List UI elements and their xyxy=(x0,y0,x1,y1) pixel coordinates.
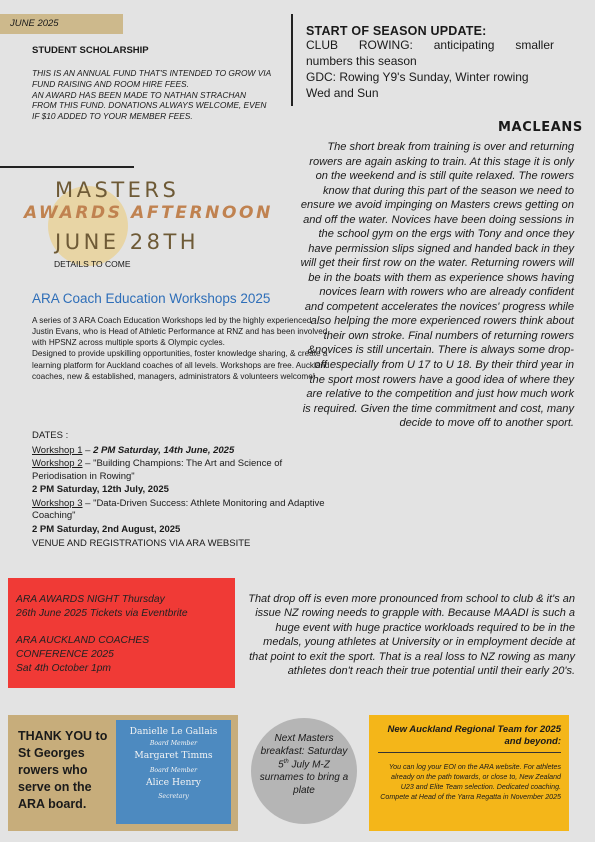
season-update-title: START OF SEASON UPDATE: xyxy=(306,24,487,38)
board-member-name: Danielle Le Gallais xyxy=(129,726,218,737)
workshop-2 xyxy=(32,458,332,483)
board-member-role: Secretary xyxy=(158,793,189,800)
workshop-1-date: 2 PM Saturday, 14th June, 2025 xyxy=(93,444,235,456)
dropoff-body: That drop off is even more pronounced from school to club & it's an issue NZ rowing needs to grapple with. Because MAADI is such a huge event with huge practice workloads required to be in the medals, young athletes at University or in employment decide at that point to exit the sport. That is a real loss to NZ rowing as many athletes don't reach their true potential until their early 20's. xyxy=(248,593,575,678)
details-note: DETAILS TO COME xyxy=(54,259,131,269)
workshops-heading: ARA Coach Education Workshops 2025 xyxy=(32,291,271,306)
workshop-1-label: Workshop 1 xyxy=(32,444,83,456)
conference-date: Sat 4th October 1pm xyxy=(16,663,112,674)
season-update-body xyxy=(306,38,554,102)
dates-label: DATES : xyxy=(32,430,69,441)
breakfast-sup: th xyxy=(283,758,289,765)
workshop-2-label: Workshop 2 xyxy=(32,458,83,470)
macleans-title: MACLEANS xyxy=(498,120,583,135)
board-member-name: Margaret Timms xyxy=(134,750,213,761)
awards-night-line-1: ARA AWARDS NIGHT Thursday xyxy=(16,594,165,605)
awards-afternoon-heading: AWARDS AFTERNOON xyxy=(24,203,273,223)
awards-night-box xyxy=(8,578,235,688)
workshop-2-title: – "Building Champions: The Art and Science of Periodisation in Rowing" xyxy=(32,458,283,482)
breakfast-line-2: July M-Z surnames to bring a plate xyxy=(259,758,349,796)
workshops-intro-para-2: Designed to provide upskilling opportunities, foster knowledge sharing, & create a learning platform for Auckland coaches of all levels. Workshops are free. Auckland coaches, new & established, managers, administrators & volunteers welcome! xyxy=(32,349,330,381)
workshop-1 xyxy=(32,444,332,459)
club-rowing-line-2: numbers this season xyxy=(306,53,417,68)
workshops-intro-para-1: A series of 3 ARA Coach Education Workshops led by the highly experienced Justin Evans, who is Head of Athletic Performance at RNZ and has been involved with HPSNZ across multiple sports & Olympic cycles. xyxy=(32,316,328,348)
workshop-2-date: 2 PM Saturday, 12th July, 2025 xyxy=(32,484,169,496)
event-date-heading: JUNE 28TH xyxy=(55,230,200,254)
workshop-1-sep: – xyxy=(82,444,94,456)
scholarship-title: STUDENT SCHOLARSHIP xyxy=(32,45,149,56)
awards-night-line-2: 26th June 2025 Tickets via Eventbrite xyxy=(16,608,188,619)
gdc-line-2: Wed and Sun xyxy=(306,85,379,100)
scholarship-para-1: THIS IS AN ANNUAL FUND THAT'S INTENDED TO GROW VIA FUND RAISING AND ROOM HIRE FEES. xyxy=(32,68,271,89)
divider xyxy=(0,166,134,168)
workshop-3-label: Workshop 3 xyxy=(32,497,83,509)
vertical-divider xyxy=(291,14,293,106)
scholarship-body xyxy=(32,68,272,122)
thank-you-text: THANK YOU to St Georges rowers who serve on the ARA board. xyxy=(18,729,108,811)
board-members-panel xyxy=(116,720,231,824)
club-rowing-line-1: CLUB ROWING: anticipating smaller xyxy=(306,38,554,52)
gdc-line-1: GDC: Rowing Y9's Sunday, Winter rowing xyxy=(306,69,529,84)
workshop-3-title: – "Data-Driven Success: Athlete Monitoring and Adaptive Coaching" xyxy=(32,497,325,522)
board-member-role: Board Member xyxy=(149,767,198,774)
regional-team-body: You can log your EOI on the ARA website. For athletes already on the path towards, or close to, New Zealand U23 and Elite Team selection. Dedicated coaching. Compete at Head of the Yarra Regatta in November 2025 xyxy=(380,763,561,802)
board-member-role: Board Member xyxy=(149,740,198,747)
masters-heading: MASTERS xyxy=(55,178,180,202)
scholarship-para-2: AN AWARD HAS BEEN MADE TO NATHAN STRACHAN FROM THIS FUND. DONATIONS ALWAYS WELCOME, EVEN IF $10 ADDED TO YOUR MEMBER FEES. xyxy=(32,89,267,121)
workshops-intro xyxy=(32,315,332,382)
workshop-3-date: 2 PM Saturday, 2nd August, 2025 xyxy=(32,523,181,535)
breakfast-notice xyxy=(258,733,350,797)
board-member-name: Alice Henry xyxy=(146,777,201,788)
breakfast-line-1: Next Masters breakfast: Saturday 5 xyxy=(260,733,348,770)
regional-team-title: New Auckland Regional Team for 2025 and beyond: xyxy=(387,724,561,748)
workshop-3 xyxy=(32,498,332,523)
conference-title: ARA AUCKLAND COACHES CONFERENCE 2025 xyxy=(16,635,150,660)
issue-date-tag: JUNE 2025 xyxy=(0,14,123,34)
venue-note: VENUE AND REGISTRATIONS VIA ARA WEBSITE xyxy=(32,538,251,550)
workshop-dates xyxy=(32,429,332,552)
macleans-body: The short break from training is over and returning rowers are again asking to train. At this stage it is only on the weekend and is still quite relaxed. The rowers know that during this part of the season we need to ensure we avoid impinging on Masters crews getting on and off the water. Novices have been doing sessions in the school gym on the ergs with Tony and once they have permission slips signed and handed back in they will get their first row on the water. Returning rowers will be in the boats with them as experience shows having novices learn with rowers who are already confident and competent accelerates the novices' progress while also helping the more experienced rowers think about their own stroke. Final numbers of returning rowers &novices is still uncertain. There is always some drop-off especially from U 17 to U 18. By their third year in the sport most rowers have a good idea of where they are relative to the competition and just how much work is required. Given the time commitment and cost, many decide to move off to another sport. xyxy=(300,141,574,430)
regional-team-rule xyxy=(378,752,561,753)
